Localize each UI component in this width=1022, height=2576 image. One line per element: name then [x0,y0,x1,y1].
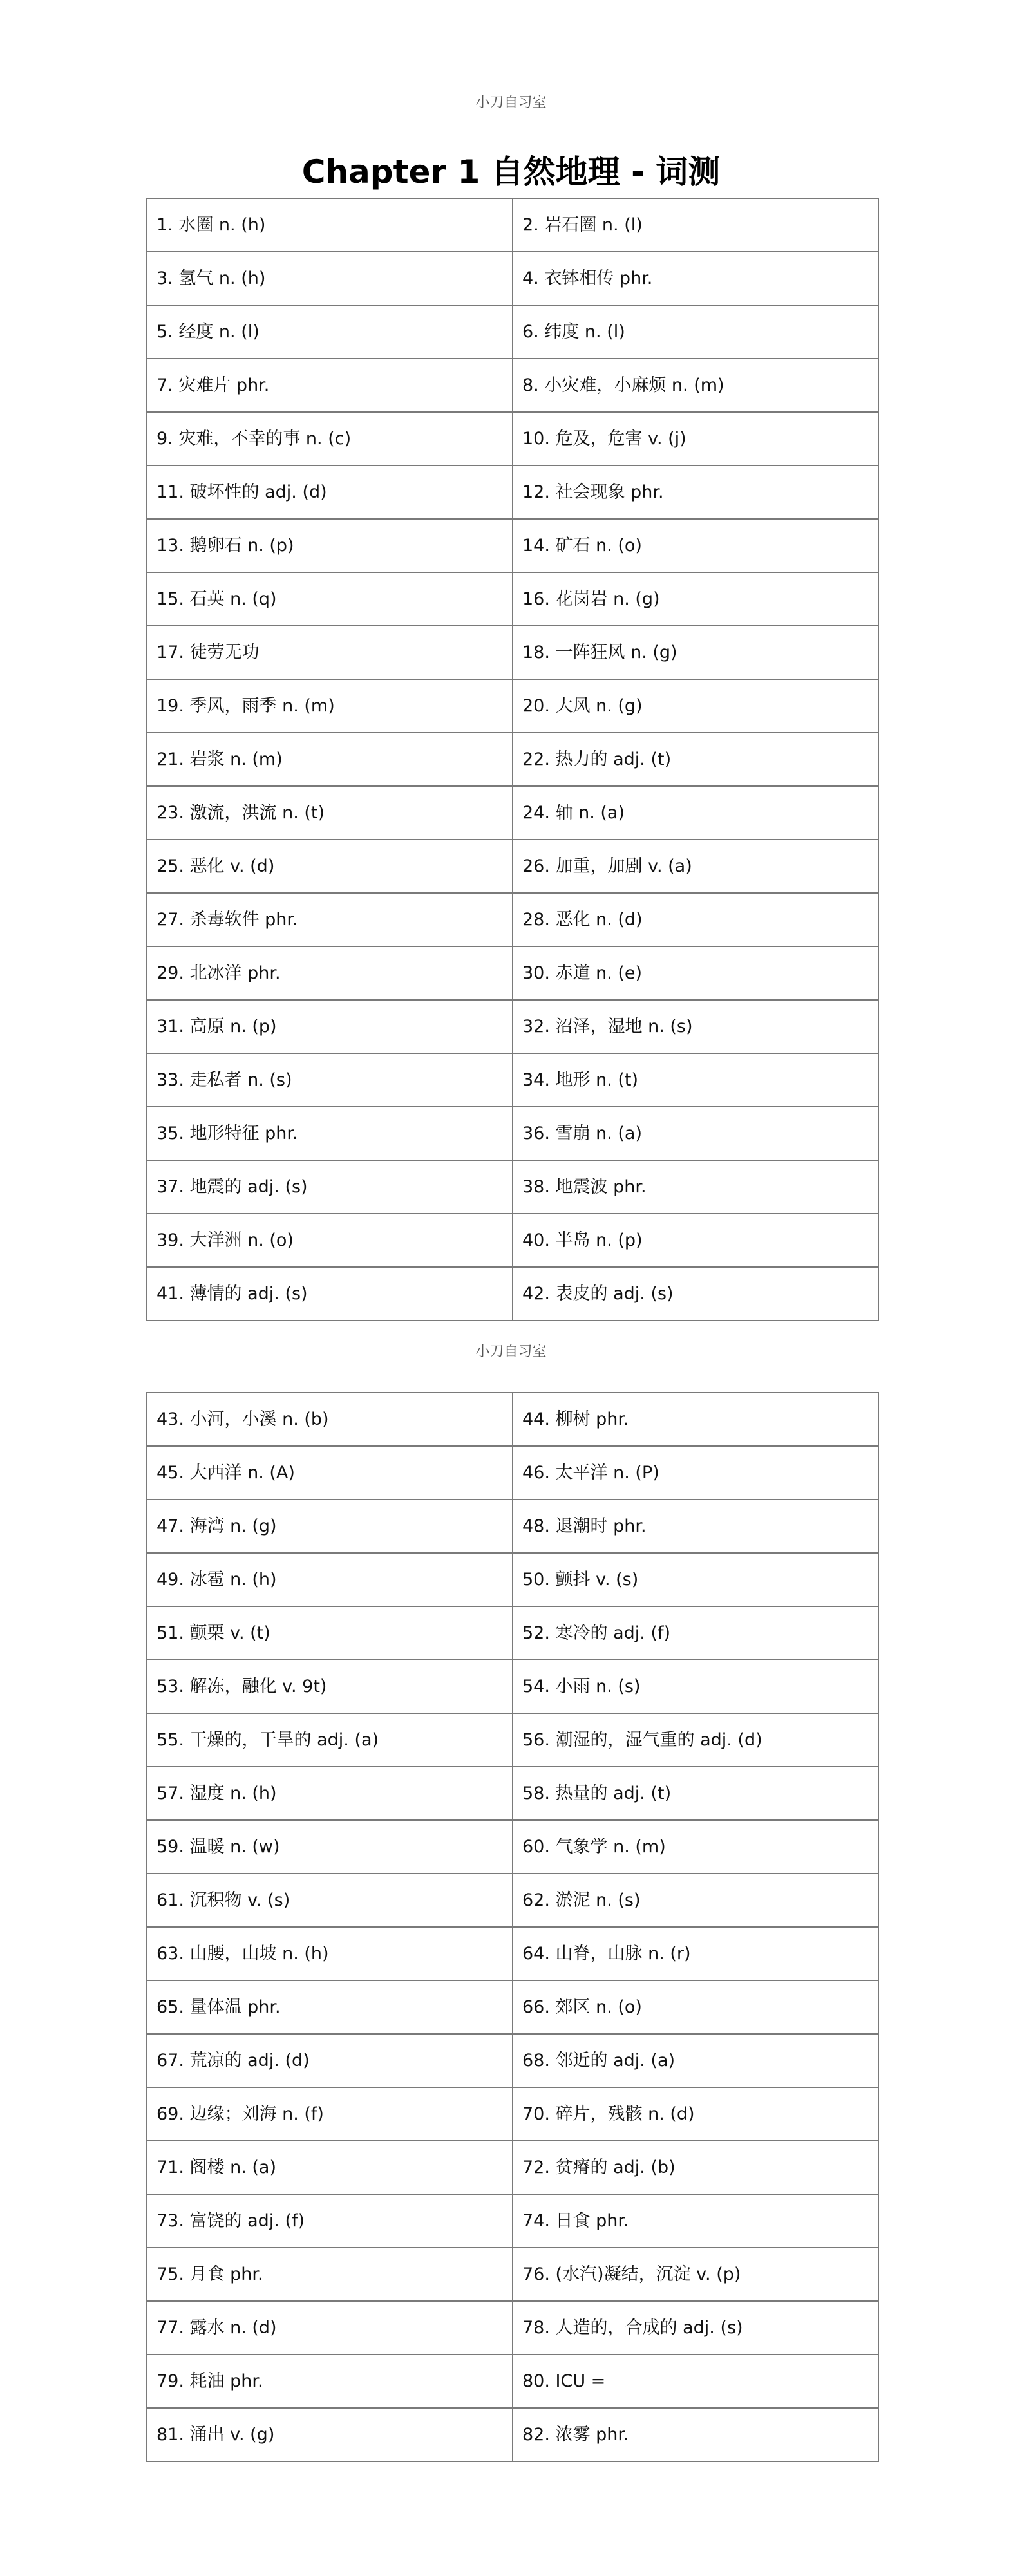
vocab-cell: 1. 水圈 n. (h) [147,198,513,252]
vocab-cell: 24. 轴 n. (a) [513,786,878,840]
vocab-cell: 35. 地形特征 phr. [147,1107,513,1160]
vocab-cell: 8. 小灾难，小麻烦 n. (m) [513,359,878,412]
table-row [147,412,878,465]
table-row [147,359,878,412]
vocab-cell: 58. 热量的 adj. (t) [513,1767,878,1820]
vocab-cell: 31. 高原 n. (p) [147,1000,513,1053]
vocab-cell: 38. 地震波 phr. [513,1160,878,1214]
vocab-cell: 34. 地形 n. (t) [513,1053,878,1107]
table-row [147,1606,878,1660]
vocab-cell: 68. 邻近的 adj. (a) [513,2034,878,2087]
vocab-cell: 61. 沉积物 v. (s) [147,1874,513,1927]
table-row [147,2087,878,2141]
vocab-cell: 11. 破坏性的 adj. (d) [147,465,513,519]
vocab-cell: 18. 一阵狂风 n. (g) [513,626,878,679]
vocab-cell: 4. 衣钵相传 phr. [513,252,878,305]
document-title: Chapter 1 自然地理 - 词测 [301,153,721,191]
vocab-cell: 77. 露水 n. (d) [147,2301,513,2355]
table-row [147,2408,878,2461]
table-row [147,1393,878,1446]
vocab-cell: 75. 月食 phr. [147,2248,513,2301]
table-row [147,1553,878,1606]
vocab-cell: 37. 地震的 adj. (s) [147,1160,513,1214]
vocab-cell: 53. 解冻，融化 v. 9t) [147,1660,513,1713]
table-row [147,1160,878,1214]
vocab-cell: 7. 灾难片 phr. [147,359,513,412]
vocab-cell: 47. 海湾 n. (g) [147,1500,513,1553]
table-row [147,840,878,893]
table-row [147,1980,878,2034]
vocab-cell: 65. 量体温 phr. [147,1980,513,2034]
vocab-cell: 17. 徒劳无功 [147,626,513,679]
vocab-cell: 32. 沼泽，湿地 n. (s) [513,1000,878,1053]
vocab-cell: 82. 浓雾 phr. [513,2408,878,2461]
vocab-cell: 63. 山腰，山坡 n. (h) [147,1927,513,1980]
table-row [147,2194,878,2248]
table-row [147,2034,878,2087]
vocab-cell: 79. 耗油 phr. [147,2355,513,2408]
table-row [147,1874,878,1927]
table-row [147,198,878,252]
table-row [147,2301,878,2355]
vocab-cell: 12. 社会现象 phr. [513,465,878,519]
table-row [147,893,878,946]
vocab-cell: 81. 涌出 v. (g) [147,2408,513,2461]
vocab-cell: 22. 热力的 adj. (t) [513,733,878,786]
table-row [147,2141,878,2194]
vocab-table-2 [146,1392,879,2462]
table-row [147,2355,878,2408]
vocab-cell: 52. 寒冷的 adj. (f) [513,1606,878,1660]
vocab-cell: 62. 淤泥 n. (s) [513,1874,878,1927]
vocab-cell: 9. 灾难，不幸的事 n. (c) [147,412,513,465]
vocab-cell: 14. 矿石 n. (o) [513,519,878,572]
vocab-cell: 80. ICU = [513,2355,878,2408]
vocab-cell: 51. 颤栗 v. (t) [147,1606,513,1660]
vocab-cell: 5. 经度 n. (l) [147,305,513,359]
table-row [147,1053,878,1107]
table-row [147,305,878,359]
vocab-cell: 55. 干燥的，干旱的 adj. (a) [147,1713,513,1767]
table-row [147,1000,878,1053]
vocab-cell: 40. 半岛 n. (p) [513,1214,878,1267]
vocab-cell: 6. 纬度 n. (l) [513,305,878,359]
vocab-cell: 50. 颤抖 v. (s) [513,1553,878,1606]
vocab-cell: 21. 岩浆 n. (m) [147,733,513,786]
vocab-cell: 19. 季风，雨季 n. (m) [147,679,513,733]
vocab-cell: 67. 荒凉的 adj. (d) [147,2034,513,2087]
table-row [147,733,878,786]
vocab-cell: 39. 大洋洲 n. (o) [147,1214,513,1267]
table-row [147,1500,878,1553]
vocab-cell: 78. 人造的，合成的 adj. (s) [513,2301,878,2355]
vocab-cell: 49. 冰雹 n. (h) [147,1553,513,1606]
table-row [147,1767,878,1820]
table-row [147,1446,878,1500]
vocab-cell: 27. 杀毒软件 phr. [147,893,513,946]
vocab-cell: 72. 贫瘠的 adj. (b) [513,2141,878,2194]
vocab-cell: 66. 郊区 n. (o) [513,1980,878,2034]
vocab-cell: 2. 岩石圈 n. (l) [513,198,878,252]
vocab-cell: 60. 气象学 n. (m) [513,1820,878,1874]
vocab-cell: 71. 阁楼 n. (a) [147,2141,513,2194]
vocab-cell: 73. 富饶的 adj. (f) [147,2194,513,2248]
table-row [147,786,878,840]
vocab-cell: 48. 退潮时 phr. [513,1500,878,1553]
vocab-cell: 74. 日食 phr. [513,2194,878,2248]
table-row [147,1660,878,1713]
vocab-cell: 15. 石英 n. (q) [147,572,513,626]
vocab-cell: 69. 边缘；刘海 n. (f) [147,2087,513,2141]
vocab-cell: 76. (水汽)凝结，沉淀 v. (p) [513,2248,878,2301]
vocab-cell: 64. 山脊，山脉 n. (r) [513,1927,878,1980]
vocab-cell: 56. 潮湿的，湿气重的 adj. (d) [513,1713,878,1767]
vocab-cell: 41. 薄情的 adj. (s) [147,1267,513,1321]
vocab-cell: 28. 恶化 n. (d) [513,893,878,946]
page-header: 小刀自习室 [475,1344,547,1360]
vocab-cell: 42. 表皮的 adj. (s) [513,1267,878,1321]
table-row [147,626,878,679]
table-row [147,679,878,733]
vocab-cell: 26. 加重，加剧 v. (a) [513,840,878,893]
table-row [147,1267,878,1321]
vocab-cell: 59. 温暖 n. (w) [147,1820,513,1874]
vocab-table-1 [146,198,879,1321]
table-row [147,1927,878,1980]
table-row [147,252,878,305]
vocab-cell: 57. 湿度 n. (h) [147,1767,513,1820]
table-row [147,946,878,1000]
table-row [147,465,878,519]
vocab-cell: 20. 大风 n. (g) [513,679,878,733]
table-row [147,1820,878,1874]
vocab-cell: 13. 鹅卵石 n. (p) [147,519,513,572]
vocab-cell: 54. 小雨 n. (s) [513,1660,878,1713]
page-header: 小刀自习室 [475,95,547,111]
vocab-cell: 70. 碎片，残骸 n. (d) [513,2087,878,2141]
table-row [147,519,878,572]
vocab-cell: 29. 北冰洋 phr. [147,946,513,1000]
vocab-cell: 30. 赤道 n. (e) [513,946,878,1000]
table-row [147,1107,878,1160]
vocab-cell: 36. 雪崩 n. (a) [513,1107,878,1160]
vocab-cell: 44. 柳树 phr. [513,1393,878,1446]
table-row [147,1214,878,1267]
vocab-cell: 43. 小河，小溪 n. (b) [147,1393,513,1446]
table-row [147,2248,878,2301]
vocab-cell: 25. 恶化 v. (d) [147,840,513,893]
vocab-cell: 23. 激流，洪流 n. (t) [147,786,513,840]
vocab-cell: 3. 氢气 n. (h) [147,252,513,305]
vocab-cell: 16. 花岗岩 n. (g) [513,572,878,626]
vocab-cell: 46. 太平洋 n. (P) [513,1446,878,1500]
vocab-cell: 10. 危及，危害 v. (j) [513,412,878,465]
vocab-cell: 45. 大西洋 n. (A) [147,1446,513,1500]
table-row [147,1713,878,1767]
vocab-cell: 33. 走私者 n. (s) [147,1053,513,1107]
table-row [147,572,878,626]
